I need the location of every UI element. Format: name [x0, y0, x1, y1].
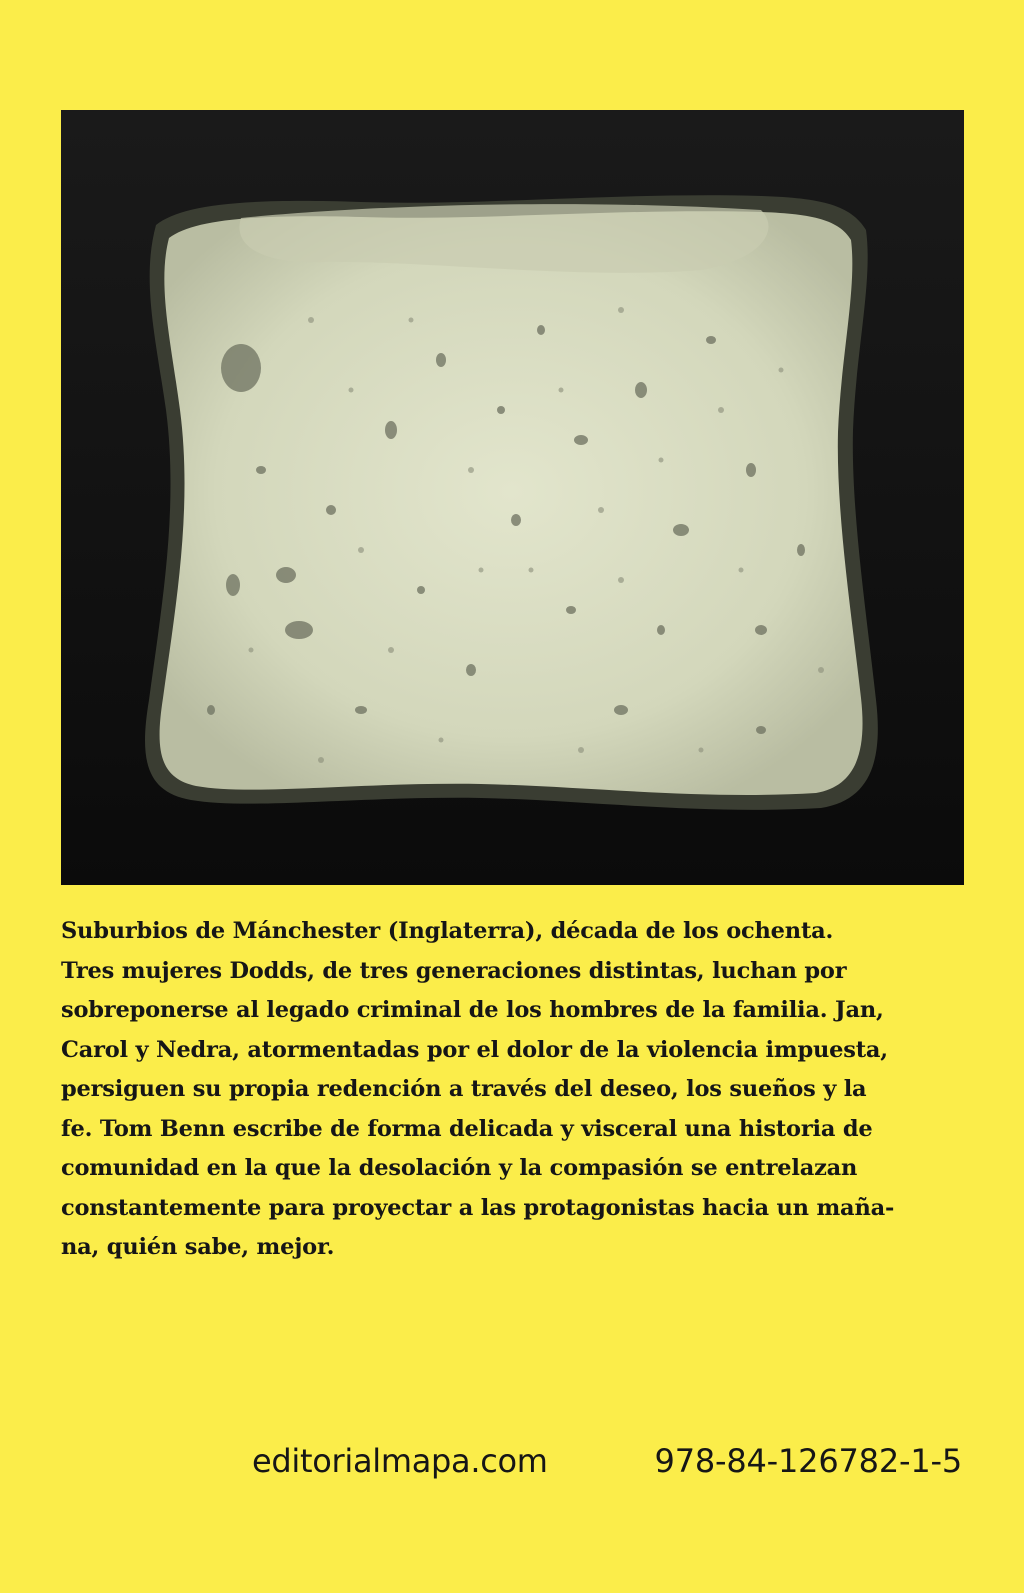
book-synopsis [61, 912, 964, 1268]
bread-slice-image [61, 110, 964, 885]
synopsis-line: constantemente para proyectar a las protagonistas hacia un maña- [61, 1194, 895, 1221]
cover-photo [61, 110, 964, 885]
synopsis-line: Tres mujeres Dodds, de tres generaciones distintas, luchan por [61, 957, 847, 984]
synopsis-line: persiguen su propia redención a través del deseo, los sueños y la [61, 1076, 867, 1102]
synopsis-line: Carol y Nedra, atormentadas por el dolor de la violencia impuesta, [61, 1036, 888, 1063]
isbn-number: 978-84-126782-1-5 [654, 1442, 962, 1480]
publisher-website: editorialmapa.com [252, 1442, 548, 1480]
synopsis-line: Suburbios de Mánchester (Inglaterra), década de los ochenta. [61, 918, 834, 944]
bread-crumb [160, 211, 863, 795]
synopsis-line: fe. Tom Benn escribe de forma delicada y visceral una historia de [61, 1115, 873, 1142]
synopsis-line: comunidad en la que la desolación y la compasión se entrelazan [61, 1155, 858, 1181]
synopsis-line: na, quién sabe, mejor. [61, 1234, 335, 1260]
synopsis-line: sobreponerse al legado criminal de los hombres de la familia. Jan, [61, 997, 884, 1023]
